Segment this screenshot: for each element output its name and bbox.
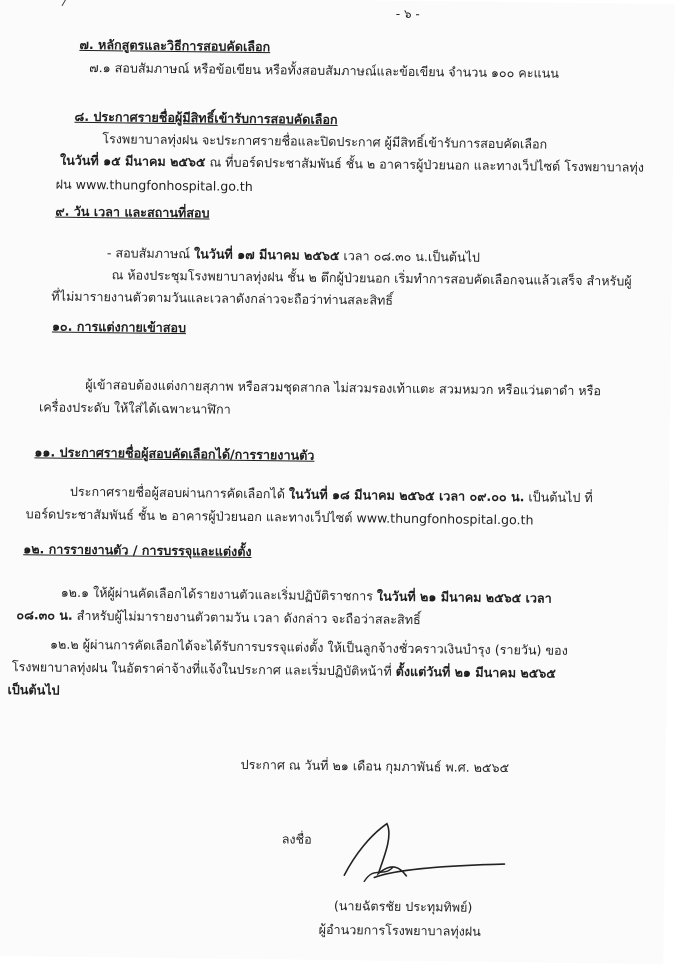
section-9-heading: ๙. วัน เวลา และสถานที่สอบ xyxy=(55,203,210,221)
section-11-line-2: บอร์ดประชาสัมพันธ์ ชั้น ๒ อาคารผู้ป่วยนอก และทางเว็ปไซต์ www.thungfonhospital.go.th xyxy=(25,506,534,528)
section-7-heading: ๗. หลักสูตรและวิธีการสอบคัดเลือก xyxy=(79,36,271,55)
section-12-line-4 xyxy=(12,659,556,682)
section-11-line-1 xyxy=(70,484,593,506)
section-7-line-1: ๗.๑ สอบสัมภาษณ์ หรือข้อเขียน หรือทั้งสอบสัมภาษณ์และข้อเขียน จำนวน ๑๐๐ คะแนน xyxy=(89,59,559,81)
section-12-line-1-pre: ๑๒.๑ ให้ผู้ผ่านคัดเลือกได้รายงานตัวและเริ่มปฏิบัติราชการ xyxy=(60,584,378,604)
section-9-line-1-rest: เวลา ๐๘.๓๐ น.เป็นต้นไป xyxy=(339,248,481,265)
sign-label: ลงชื่อ xyxy=(281,831,312,847)
section-11-date: ในวันที่ ๑๘ มีนาคม ๒๕๖๕ เวลา ๐๙.๐๐ น. xyxy=(288,486,525,505)
section-12-time: ๐๘.๓๐ น. xyxy=(16,607,73,623)
signer-name: (นายฉัตรชัย ประทุมทิพย์) xyxy=(333,898,473,915)
section-10-line-1: ผู้เข้าสอบต้องแต่งกายสุภาพ หรือสวมชุดสากล ไม่สวมรองเท้าแตะ สวมหมวก หรือแว่นตาดำ หรือ xyxy=(85,376,602,399)
section-8-line-1: โรงพยาบาลทุ่งฝน จะประกาศรายชื่อและปิดประกาศ ผู้มีสิทธิ์เข้ารับการสอบคัดเลือก xyxy=(102,131,548,152)
section-8-date: ในวันที่ ๑๕ มีนาคม ๒๕๖๕ xyxy=(59,152,206,170)
section-8-line-2 xyxy=(60,153,644,176)
section-12-line-5: เป็นต้นไป xyxy=(7,682,60,698)
section-12-line-3: ๑๒.๒ ผู้ผ่านการคัดเลือกได้จะได้รับการบรรจุแต่งตั้ง ให้เป็นลูกจ้างชั่วคราวเงินบำรุง (รายวัน) ของ xyxy=(50,636,568,658)
section-8-line-2-rest: ณ ที่บอร์ดประชาสัมพันธ์ ชั้น ๒ อาคารผู้ป่วยนอก และทางเว็ปไซต์ โรงพยาบาลทุ่ง xyxy=(205,154,645,175)
scratch-mark xyxy=(62,0,76,10)
section-11-line-1-rest: เป็นต้นไป ที่ xyxy=(524,489,593,506)
section-9-date: ในวันที่ ๑๗ มีนาคม ๒๕๖๕ xyxy=(193,246,340,264)
section-9-line-1-pre: - สอบสัมภาษณ์ xyxy=(106,245,195,262)
section-10-heading: ๑๐. การแต่งกายเข้าสอบ xyxy=(51,318,187,336)
section-9-line-2: ณ ห้องประชุมโรงพยาบาลทุ่งฝน ชั้น ๒ ตึกผู้ป่วยนอก เริ่มทำการสอบคัดเลือกจนแล้วเสร็จ สำหรับผู้ xyxy=(111,267,632,289)
signer-title: ผู้อำนวยการโรงพยาบาลทุ่งฝน xyxy=(318,921,481,939)
section-12-heading: ๑๒. การรายงานตัว / การบรรจุและแต่งตั้ง xyxy=(23,541,252,559)
section-12-line-2-rest: สำหรับผู้ไม่มารายงานตัวตามวัน เวลา ดังกล่าว จะถือว่าสละสิทธิ์ xyxy=(72,607,421,628)
section-8-heading: ๘. ประกาศรายชื่อผู้มีสิทธิ์เข้ารับการสอบคัดเลือก xyxy=(74,108,338,128)
signature-image xyxy=(334,815,515,892)
section-11-line-1-pre: ประกาศรายชื่อผู้สอบผ่านการคัดเลือกได้ xyxy=(69,483,290,502)
announcement-date: ประกาศ ณ วันที่ ๒๑ เดือน กุมภาพันธ์ พ.ศ. ๒๕๖๕ xyxy=(240,756,510,776)
section-12-start-date: ตั้งแต่วันที่ ๒๑ มีนาคม ๒๕๖๕ xyxy=(395,663,556,681)
section-12-line-2 xyxy=(16,607,420,628)
section-9-line-1 xyxy=(107,245,480,266)
section-12-line-4-pre: โรงพยาบาลทุ่งฝน ในอัตราค่าจ้างที่แจ้งในประกาศ และเริ่มปฏิบัติหน้าที่ xyxy=(11,659,396,679)
section-12-date: ในวันที่ ๒๑ มีนาคม ๒๕๖๕ เวลา xyxy=(376,588,552,606)
section-11-heading: ๑๑. ประกาศรายชื่อผู้สอบคัดเลือกได้/การรายงานตัว xyxy=(34,444,315,463)
section-9-line-3: ที่ไม่มารายงานตัวตามวันและเวลาดังกล่าวจะถือว่าท่านสละสิทธิ์ xyxy=(51,288,394,308)
section-10-line-2: เครื่องประดับ ให้ใส่ได้เฉพาะนาฬิกา xyxy=(38,399,231,417)
page-number: - ๖ - xyxy=(395,6,420,22)
section-12-line-1 xyxy=(61,585,552,607)
section-8-line-3: ฝน www.thungfonhospital.go.th xyxy=(55,176,253,194)
